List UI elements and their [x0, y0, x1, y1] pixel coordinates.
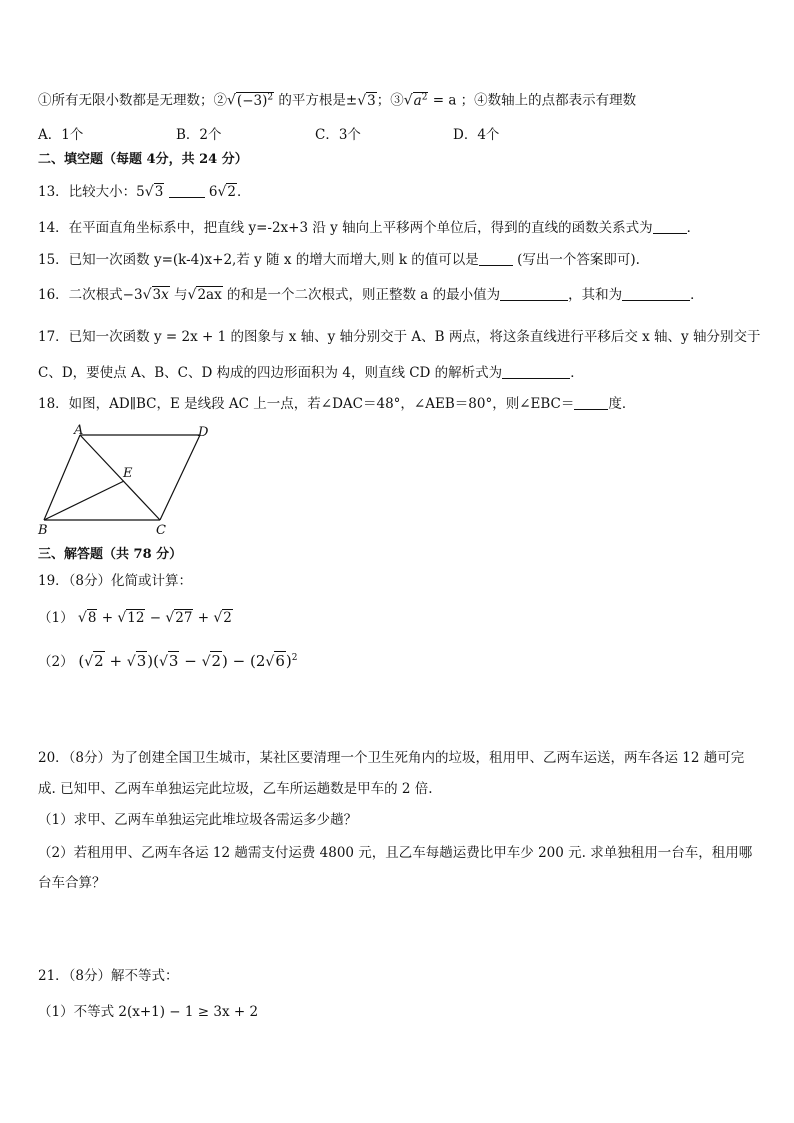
question-21-part-1: （1）不等式 2(x+1) − 1 ≥ 3x + 2 [38, 1004, 259, 1020]
label-e: E [123, 466, 133, 481]
question-19-title: 19．（8分）化简或计算： [38, 573, 193, 589]
answer-blank[interactable] [622, 286, 690, 301]
edge-dc [160, 435, 200, 520]
question-18: 18．如图，AD∥BC，E 是线段 AC 上一点，若∠DAC＝48°，∠AEB＝80°，则∠EBC＝ 度． [38, 396, 636, 412]
radical: $√a^2$ [403, 92, 428, 109]
option-b: B．2个 [176, 127, 222, 143]
question-17-line-1: 17．已知一次函数 y = 2x + 1 的图象与 x 轴、y 轴分别交于 A、B 两点，将这条直线进行平移后交 x 轴、y 轴分别交于 [38, 329, 761, 345]
question-20-part-2-cont: 台车合算？ [38, 875, 106, 891]
question-19-part-2: （2） $(√2 + √3)(√3 - √2) - (2√6)^2$ [38, 652, 298, 670]
question-21-title: 21．（8分）解不等式： [38, 968, 179, 984]
answer-blank[interactable] [169, 183, 205, 198]
question-17-line-2: C、D，要使点 A、B、C、D 构成的四边形面积为 4，则直线 CD 的解析式为 ． [38, 365, 584, 381]
answer-blank[interactable] [653, 219, 687, 234]
answer-blank[interactable] [502, 364, 570, 379]
option-d: D．4个 [453, 127, 500, 143]
question-14: 14．在平面直角坐标系中，把直线 y=-2x+3 沿 y 轴向上平移两个单位后，得到的直线的函数关系式为 ． [38, 220, 701, 236]
parallelogram-figure [36, 424, 226, 538]
question-20-part-2: （2）若租用甲、乙两车各运 12 趟需支付运费 4800 元，且乙车每趟运费比甲车少 200 元. 求单独租用一台车，租用哪 [38, 845, 753, 861]
label-b: B [38, 523, 48, 538]
section-2-title: 二、填空题（每题 4分，共 24 分） [38, 152, 248, 167]
answer-blank[interactable] [574, 395, 608, 410]
answer-blank[interactable] [500, 286, 568, 301]
radical: $√(-3)^2$ [227, 92, 274, 109]
prev-question-statements: ①所有无限小数都是无理数；$②√(-3)^2$ 的平方根是±√3；$③√a^2 = a$ ；④数轴上的点都表示有理数 [38, 87, 636, 111]
option-c: C．3个 [315, 127, 361, 143]
section-3-title: 三、解答题（共 78 分） [38, 547, 183, 562]
answer-blank[interactable] [479, 251, 513, 266]
question-20-line-1: 20．（8分）为了创建全国卫生城市，某社区要清理一个卫生死角内的垃圾，租用甲、乙两车运送，两车各运 12 趟可完 [38, 750, 745, 766]
question-13: 13．比较大小：5√3 6√2． [38, 184, 251, 200]
question-20-line-2: 成. 已知甲、乙两车单独运完此垃圾，乙车所运趟数是甲车的 2 倍. [38, 781, 433, 797]
diagonal-ac [80, 435, 160, 520]
radical: √3 [357, 92, 376, 109]
question-16: 16．二次根式−3√3x 与√2ax 的和是一个二次根式，则正整数 a 的最小值为 ，其和为 ． [38, 287, 704, 303]
question-15: 15．已知一次函数 y=(k-4)x+2,若 y 随 x 的增大而增大,则 k 的值可以是 (写出一个答案即可). [38, 252, 640, 268]
option-a: A．1个 [38, 127, 84, 143]
edge-ab [44, 435, 80, 520]
label-a: A [74, 424, 84, 438]
label-c: C [156, 523, 166, 538]
segment-be [44, 481, 124, 520]
question-19-part-1: （1） √8 + √12 − √27 + √2 [38, 610, 232, 626]
label-d: D [198, 425, 209, 440]
question-20-part-1: （1）求甲、乙两车单独运完此堆垃圾各需运多少趟？ [38, 812, 358, 828]
